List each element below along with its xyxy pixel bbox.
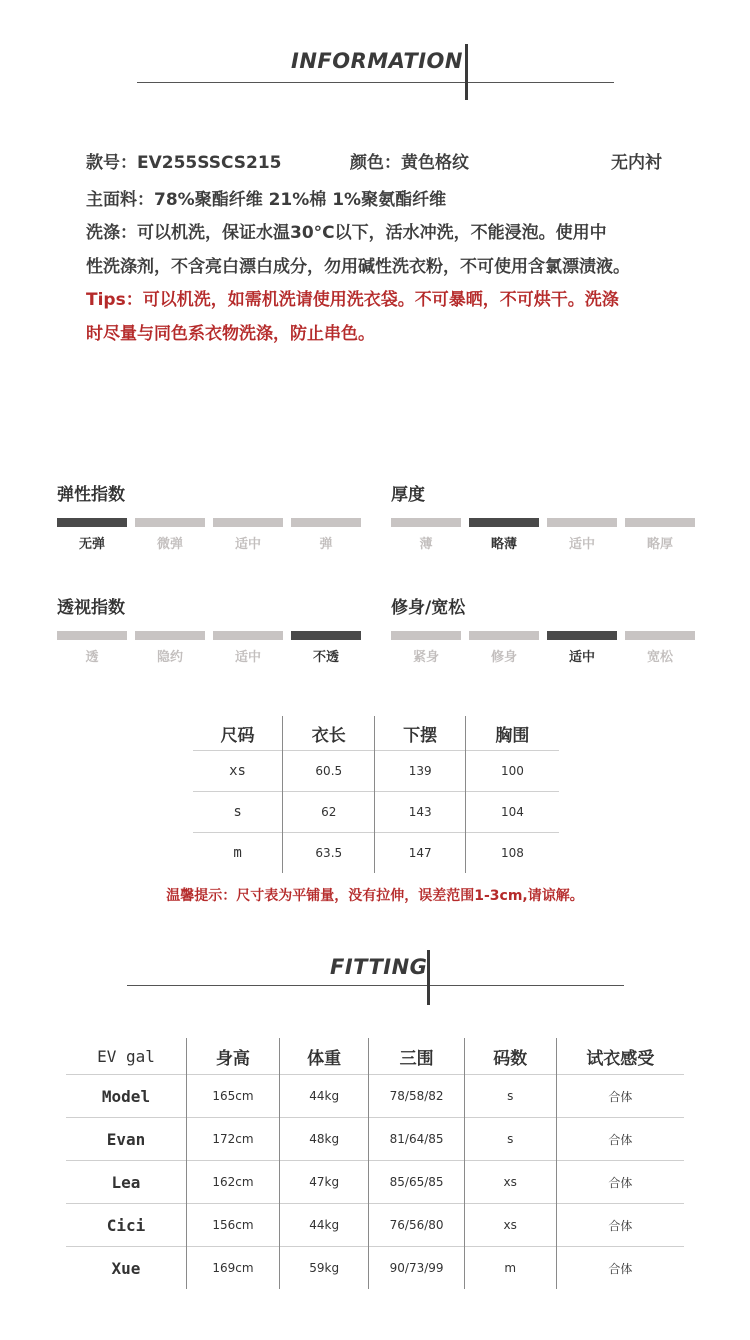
table-header: 三围 <box>369 1038 464 1075</box>
indicator-elasticity <box>57 480 361 552</box>
table-cell: 合体 <box>556 1075 684 1118</box>
table-cell: Xue <box>66 1247 186 1290</box>
size-note: 温馨提示：尺寸表为平铺量，没有拉伸，误差范围1-3cm,请谅解。 <box>166 888 584 904</box>
table-header: 衣长 <box>283 716 375 751</box>
table-cell: 143 <box>375 792 465 833</box>
table-row <box>193 792 559 833</box>
table-header: 下摆 <box>375 716 465 751</box>
indicator-fit <box>391 593 695 665</box>
table-cell: 48kg <box>279 1118 369 1161</box>
table-cell: Lea <box>66 1161 186 1204</box>
scale-segment: 紧身 <box>391 631 461 665</box>
table-header: EV gal <box>97 1046 155 1066</box>
table-cell: 100 <box>465 751 559 792</box>
table-row <box>66 1118 684 1161</box>
table-cell: 108 <box>465 833 559 874</box>
table-cell: Evan <box>66 1118 186 1161</box>
indicator-scale <box>57 518 361 552</box>
table-header-row <box>66 1038 684 1075</box>
scale-segment: 适中 <box>213 631 283 665</box>
table-cell: 104 <box>465 792 559 833</box>
information-heading: INFORMATION <box>291 49 463 73</box>
table-cell: 90/73/99 <box>369 1247 464 1290</box>
table-header-row <box>193 716 559 751</box>
table-cell: Model <box>66 1075 186 1118</box>
table-cell: 169cm <box>186 1247 279 1290</box>
indicator-title: 厚度 <box>391 485 425 505</box>
fabric-info: 主面料：78%聚酯纤维 21%棉 1%聚氨酯纤维 <box>86 190 447 210</box>
indicator-title: 透视指数 <box>57 598 125 618</box>
table-header: 尺码 <box>220 725 255 746</box>
table-row <box>193 751 559 792</box>
table-header: 体重 <box>279 1038 369 1075</box>
color-info: 颜色：黄色格纹 <box>350 153 469 173</box>
table-cell: Cici <box>66 1204 186 1247</box>
table-cell: 合体 <box>556 1204 684 1247</box>
scale-segment: 透 <box>57 631 127 665</box>
table-cell: 162cm <box>186 1161 279 1204</box>
table-cell: 172cm <box>186 1118 279 1161</box>
table-row <box>66 1204 684 1247</box>
information-heading-bar <box>465 44 468 100</box>
scale-segment: 适中 <box>213 518 283 552</box>
table-cell: 59kg <box>279 1247 369 1290</box>
table-row <box>66 1247 684 1290</box>
table-cell: 44kg <box>279 1204 369 1247</box>
table-header: 试衣感受 <box>556 1038 684 1075</box>
table-cell: 76/56/80 <box>369 1204 464 1247</box>
information-divider <box>137 82 614 83</box>
indicator-scale <box>391 631 695 665</box>
style-number: 款号：EV255SSCS215 <box>86 153 282 173</box>
table-row <box>193 833 559 874</box>
table-cell: 85/65/85 <box>369 1161 464 1204</box>
table-cell: s <box>193 792 283 833</box>
table-cell: m <box>464 1247 556 1290</box>
scale-segment: 微弹 <box>135 518 205 552</box>
table-cell: xs <box>464 1161 556 1204</box>
table-cell: 47kg <box>279 1161 369 1204</box>
fitting-heading-bar <box>427 950 430 1005</box>
scale-segment: 不透 <box>291 631 361 665</box>
table-header: 身高 <box>186 1038 279 1075</box>
indicator-title: 弹性指数 <box>57 485 125 505</box>
table-cell: 合体 <box>556 1247 684 1290</box>
table-cell: 139 <box>375 751 465 792</box>
table-row <box>66 1161 684 1204</box>
table-header: 胸围 <box>465 716 559 751</box>
table-cell: 78/58/82 <box>369 1075 464 1118</box>
table-cell: 合体 <box>556 1118 684 1161</box>
scale-segment: 适中 <box>547 631 617 665</box>
scale-segment: 适中 <box>547 518 617 552</box>
size-table <box>193 716 559 873</box>
scale-segment: 弹 <box>291 518 361 552</box>
table-cell: s <box>464 1118 556 1161</box>
table-cell: 147 <box>375 833 465 874</box>
indicator-transparency <box>57 593 361 665</box>
table-cell: 81/64/85 <box>369 1118 464 1161</box>
tips-line2: 时尽量与同色系衣物洗涤，防止串色。 <box>86 324 375 344</box>
table-cell: 44kg <box>279 1075 369 1118</box>
table-cell: xs <box>193 751 283 792</box>
scale-segment: 薄 <box>391 518 461 552</box>
table-cell: 165cm <box>186 1075 279 1118</box>
scale-segment: 略厚 <box>625 518 695 552</box>
lining-info: 无内衬 <box>611 153 662 173</box>
scale-segment: 略薄 <box>469 518 539 552</box>
table-cell: 合体 <box>556 1161 684 1204</box>
table-cell: s <box>464 1075 556 1118</box>
indicator-thickness <box>391 480 695 552</box>
table-cell: xs <box>464 1204 556 1247</box>
table-row <box>66 1075 684 1118</box>
wash-instructions-line1: 洗涤：可以机洗，保证水温30°C以下，活水冲洗，不能浸泡。使用中 <box>86 223 607 243</box>
scale-segment: 隐约 <box>135 631 205 665</box>
table-cell: 63.5 <box>283 833 375 874</box>
table-cell: m <box>193 833 283 874</box>
table-cell: 156cm <box>186 1204 279 1247</box>
fitting-table <box>66 1038 684 1289</box>
table-header: 码数 <box>464 1038 556 1075</box>
indicator-scale <box>391 518 695 552</box>
scale-segment: 宽松 <box>625 631 695 665</box>
table-cell: 62 <box>283 792 375 833</box>
tips-line1: Tips：可以机洗，如需机洗请使用洗衣袋。不可暴晒，不可烘干。洗涤 <box>86 290 619 310</box>
table-cell: 60.5 <box>283 751 375 792</box>
fitting-divider <box>127 985 624 986</box>
scale-segment: 修身 <box>469 631 539 665</box>
scale-segment: 无弹 <box>57 518 127 552</box>
wash-instructions-line2: 性洗涤剂，不含亮白漂白成分，勿用碱性洗衣粉，不可使用含氯漂渍液。 <box>86 257 630 277</box>
fitting-heading: FITTING <box>330 955 428 979</box>
indicator-scale <box>57 631 361 665</box>
indicator-title: 修身/宽松 <box>391 598 466 618</box>
